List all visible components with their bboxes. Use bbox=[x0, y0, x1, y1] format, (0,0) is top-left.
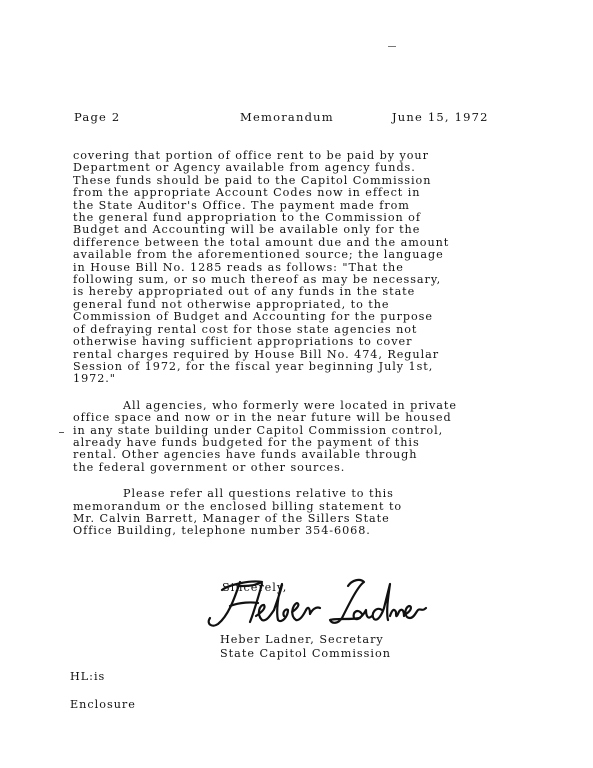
memo-body bbox=[73, 150, 538, 538]
text-line: from the appropriate Account Codes now in effect in bbox=[73, 186, 421, 200]
text-line: of defraying rental cost for those state agencies not bbox=[73, 322, 418, 336]
memo-date: June 15, 1972 bbox=[392, 110, 489, 124]
paragraph-gap bbox=[73, 474, 538, 488]
text-line: Commission of Budget and Accounting for the purpose bbox=[73, 310, 433, 324]
paragraph-1 bbox=[73, 150, 538, 386]
text-line: Session of 1972, for the fiscal year beginning July 1st, bbox=[73, 359, 434, 373]
text-line: difference between the total amount due and the amount bbox=[73, 235, 450, 249]
closing-salutation: Sincerely, bbox=[222, 581, 288, 594]
text-line: rental charges required by House Bill No. 474, Regular bbox=[73, 347, 440, 361]
text-line: 1972." bbox=[73, 372, 116, 386]
paragraph-3 bbox=[73, 488, 538, 538]
text-line: rental. Other agencies have funds available through bbox=[73, 448, 418, 462]
text-line: the general fund appropriation to the Commission of bbox=[73, 211, 421, 225]
text-line: All agencies, who formerly were located in private bbox=[123, 398, 457, 412]
text-line: the State Auditor's Office. The payment made from bbox=[73, 198, 410, 212]
text-line: otherwise having sufficient appropriations to cover bbox=[73, 335, 413, 349]
paragraph-gap bbox=[73, 386, 538, 400]
text-line: office space and now or in the near future will be housed bbox=[73, 411, 452, 425]
enclosure-note: Enclosure bbox=[70, 698, 136, 711]
text-line: the federal government or other sources. bbox=[73, 460, 346, 474]
page-number: Page 2 bbox=[74, 110, 121, 124]
text-line: Office Building, telephone number 354-6068. bbox=[73, 524, 371, 538]
text-line: following sum, or so much thereof as may be necessary, bbox=[73, 273, 442, 287]
signer-title: State Capitol Commission bbox=[220, 647, 391, 660]
text-line: Department or Agency available from agency funds. bbox=[73, 161, 416, 175]
text-line: Mr. Calvin Barrett, Manager of the Sillers State bbox=[73, 511, 390, 525]
margin-mark bbox=[59, 432, 64, 433]
signature-block bbox=[220, 633, 391, 661]
text-line: is hereby appropriated out of any funds in the state bbox=[73, 285, 416, 299]
text-line: memorandum or the enclosed billing statement to bbox=[73, 499, 403, 513]
document-type: Memorandum bbox=[240, 110, 334, 124]
text-line: covering that portion of office rent to be paid by your bbox=[73, 149, 429, 162]
scan-mark bbox=[388, 46, 396, 47]
signer-name: Heber Ladner, Secretary bbox=[220, 633, 384, 646]
text-line: in any state building under Capitol Commission control, bbox=[73, 423, 444, 437]
text-line: Please refer all questions relative to this bbox=[123, 487, 394, 501]
text-line: in House Bill No. 1285 reads as follows: "That the bbox=[73, 260, 404, 274]
typist-initials: HL:is bbox=[70, 670, 106, 683]
handwritten-signature bbox=[200, 572, 430, 634]
text-line: Budget and Accounting will be available only for the bbox=[73, 223, 421, 237]
text-line: already have funds budgeted for the payment of this bbox=[73, 435, 420, 449]
text-line: available from the aforementioned source; the language bbox=[73, 248, 444, 262]
paragraph-2 bbox=[73, 400, 538, 474]
text-line: These funds should be paid to the Capitol Commission bbox=[73, 173, 432, 187]
text-line: general fund not otherwise appropriated, to the bbox=[73, 297, 390, 311]
